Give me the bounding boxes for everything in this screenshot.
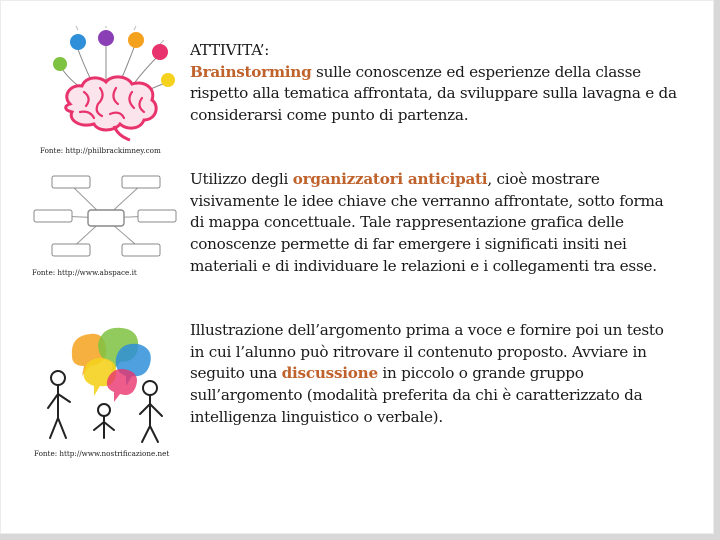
discussion-paragraph: [190, 320, 678, 429]
concept-map-body: , cioè mostrare visivamente le idee chiave che verranno affrontate, sotto forma di mappa concettuale. Tale rappresentazione grafica delle conoscenze permette di far emergere i significati insiti nei materiali e di individuare le relazioni e i collegamenti tra esse.: [190, 170, 664, 275]
concept-map-icon: [30, 172, 180, 264]
brain-lightbulbs-icon: [40, 26, 190, 146]
discussion-lead: Illustrazione dell’argomento prima a voce e fornire poi un testo in cui l’alunno può ritrovare il contenuto proposto. Avviare in seguito una: [190, 321, 664, 383]
brainstorming-text: [190, 62, 678, 127]
brainstorming-paragraph: [190, 40, 678, 127]
source-caption: Fonte: http://www.nostrificazione.net: [34, 449, 170, 458]
discussion-body: in piccolo o grande gruppo sull’argomento (modalità preferita da chi è caratterizzato da intelligenza linguistico o verbale).: [190, 364, 643, 426]
activity-heading: ATTIVITA’:: [190, 41, 270, 59]
organizers-highlight: organizzatori anticipati: [292, 170, 488, 188]
source-caption: Fonte: http://www.abspace.it: [32, 268, 137, 277]
source-caption: Fonte: http://philbrackimney.com: [40, 146, 161, 155]
discussion-people-icon: [42, 322, 172, 444]
brainstorming-body: sulle conoscenze ed esperienze della classe rispetto alla tematica affrontata, da sviluppare sulla lavagna e da considerarsi come punto di partenza.: [190, 62, 677, 125]
concept-map-lead: Utilizzo degli: [190, 170, 293, 188]
discussion-highlight: discussione: [281, 364, 378, 383]
concept-map-paragraph: [190, 169, 678, 278]
brainstorming-highlight: Brainstorming: [190, 62, 312, 81]
